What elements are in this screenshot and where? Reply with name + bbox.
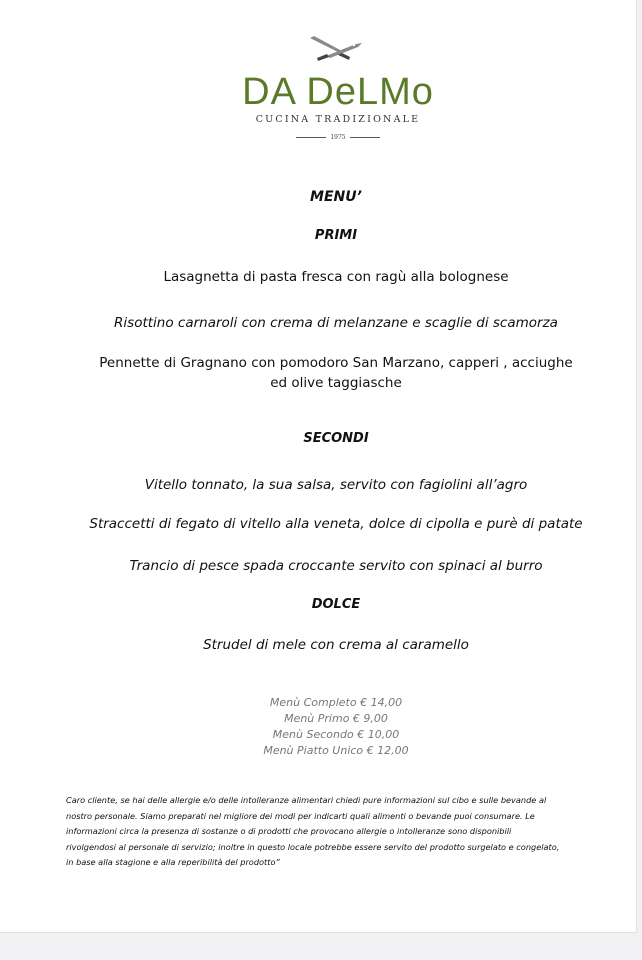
dolce-heading: DOLCE (311, 597, 361, 612)
secondi-item: Trancio di pesce spada croccante servito con spinaci al burro (129, 558, 543, 574)
brand-name: DA DeLMo (242, 71, 434, 113)
disclaimer-line: in base alla stagione e alla reperibilità del prodotto” (66, 857, 280, 867)
primi-heading: PRIMI (314, 228, 358, 243)
allergy-disclaimer (66, 793, 614, 871)
price-line: Menù Secondo € 10,00 (272, 728, 400, 741)
disclaimer-line: Caro cliente, se hai delle allergie e/o delle intolleranze alimentari chiedi pure informazioni sul cibo e sulle bevande al (66, 795, 547, 805)
founded-year-row (293, 131, 383, 143)
primi-item: Risottino carnaroli con crema di melanzane e scaglie di scamorza (114, 315, 558, 331)
brand-tagline: CUCINA TRADIZIONALE (255, 114, 421, 125)
menu-title: MENU’ (310, 189, 362, 205)
price-line: Menù Piatto Unico € 12,00 (263, 744, 409, 757)
secondi-item: Vitello tonnato, la sua salsa, servito con fagiolini all’agro (144, 477, 528, 493)
secondi-item: Straccetti di fegato di vitello alla veneta, dolce di cipolla e purè di patate (89, 516, 583, 532)
disclaimer-line: informazioni circa la presenza di sostanze o di prodotti che provocano allergie o intolleranze sono disponibili (66, 826, 512, 836)
price-line: Menù Completo € 14,00 (269, 696, 403, 709)
price-line: Menù Primo € 9,00 (284, 712, 388, 725)
primi-item: Pennette di Gragnano con pomodoro San Marzano, capperi , acciughe (99, 355, 573, 371)
divider-line (350, 137, 380, 138)
divider-line (296, 137, 326, 138)
secondi-heading: SECONDI (303, 431, 369, 446)
disclaimer-line: rivolgendosi al personale di servizio; inoltre in questo locale potrebbe essere servito del prodotto surgelato e congelato, (66, 841, 560, 852)
disclaimer-line: nostro personale. Siamo preparati nel migliore dei modi per indicarti quali alimenti o bevande puoi consumare. Le (66, 810, 535, 821)
founded-year: 1975 (330, 133, 346, 141)
primi-item-continued: ed olive taggiasche (270, 375, 402, 391)
dolce-item: Strudel di mele con crema al caramello (203, 637, 469, 653)
restaurant-logo (238, 30, 438, 145)
primi-item: Lasagnetta di pasta fresca con ragù alla bolognese (163, 269, 509, 285)
